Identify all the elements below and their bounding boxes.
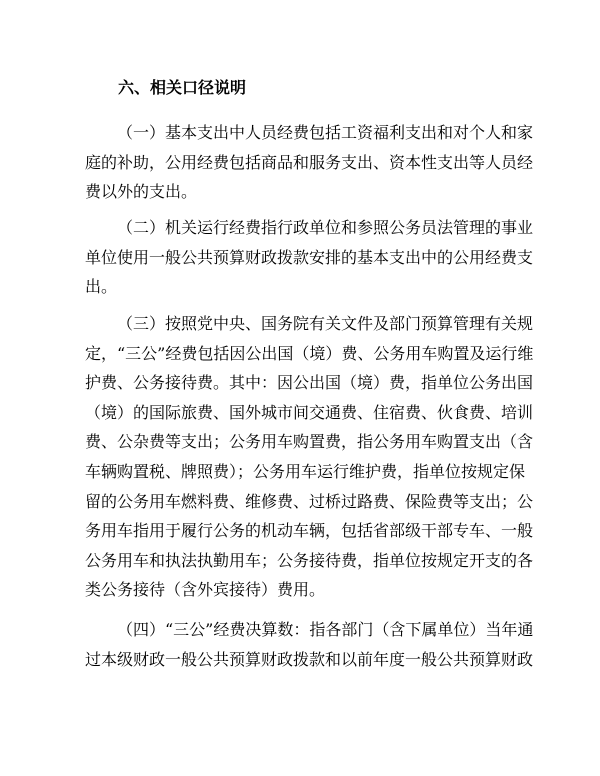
paragraph-2 (85, 213, 534, 302)
paragraph-line: 费、公杂费等支出；公务用车购置费，指公务用车购置支出（含 (85, 432, 534, 452)
paragraph-line: 单位使用一般公共预算财政拨款安排的基本支出中的公用经费支 (85, 247, 534, 267)
paragraph-line: （四）“三公”经费决算数：指各部门（含下属单位）当年通 (117, 620, 534, 639)
paragraph-line: 公务用车和执法执勤用车；公务接待费，指单位按规定开支的各 (85, 550, 534, 570)
paragraph-line: （一）基本支出中人员经费包括工资福利支出和对个人和家 (117, 123, 534, 142)
section-heading: 六、相关口径说明 (118, 78, 247, 97)
paragraph-line: 护费、公务接待费。其中：因公出国（境）费，指单位公务出国 (85, 373, 534, 393)
paragraph-line: 庭的补助，公用经费包括商品和服务支出、资本性支出等人员经 (85, 152, 534, 172)
paragraph-line: 过本级财政一般公共预算财政拨款和以前年度一般公共预算财政 (85, 649, 534, 669)
paragraph-line: （境）的国际旅费、国外城市间交通费、住宿费、伙食费、培训 (85, 402, 534, 422)
paragraph-line: 费以外的支出。 (85, 182, 198, 202)
paragraph-line: 务用车指用于履行公务的机动车辆，包括省部级干部专车、一般 (85, 521, 534, 541)
paragraph-line: 留的公务用车燃料费、维修费、过桥过路费、保险费等支出；公 (85, 491, 534, 511)
paragraph-line: 定，“三公”经费包括因公出国（境）费、公务用车购置及运行维 (85, 343, 534, 363)
paragraph-line: 车辆购置税、牌照费）；公务用车运行维护费，指单位按规定保 (85, 461, 526, 481)
paragraph-4 (85, 615, 534, 674)
paragraph-1 (85, 118, 534, 207)
paragraph-line: （三）按照党中央、国务院有关文件及部门预算管理有关规 (117, 314, 534, 333)
paragraph-line: 出。 (85, 277, 118, 297)
paragraph-line: （二）机关运行经费指行政单位和参照公务员法管理的事业 (117, 218, 534, 237)
paragraph-3 (85, 309, 534, 605)
paragraph-line: 类公务接待（含外宾接待）费用。 (85, 580, 326, 600)
